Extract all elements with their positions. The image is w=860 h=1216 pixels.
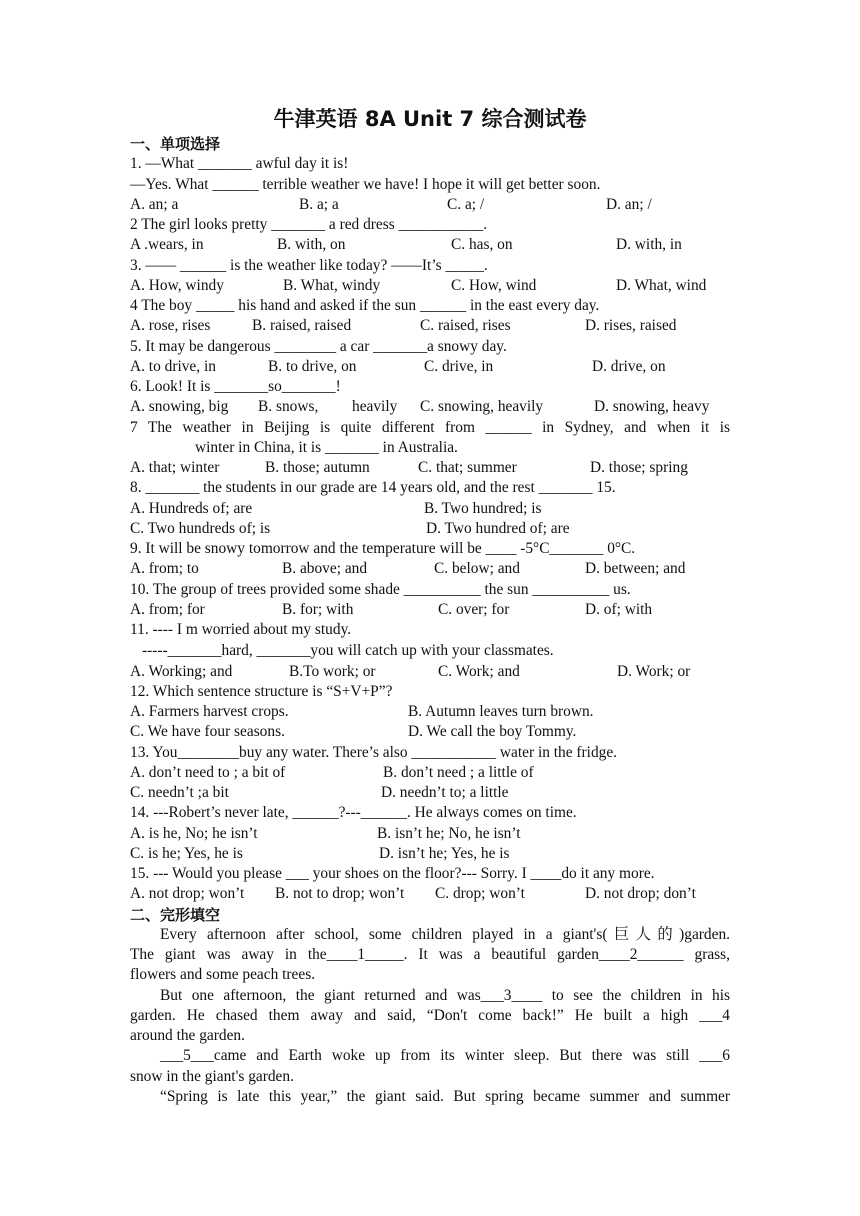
question-6-options (130, 397, 730, 417)
option-a: A. snowing, big (130, 398, 229, 416)
option-c: C. drop; won’t (435, 885, 525, 903)
option-d: D. not drop; don’t (585, 885, 696, 903)
option-d: D. We call the boy Tommy. (408, 723, 577, 741)
option-d: D. rises, raised (585, 317, 677, 335)
cloze-line-7: ___5___came and Earth woke up from its winter sleep. But there was still ___6 (160, 1047, 730, 1065)
option-b: B. those; autumn (265, 459, 370, 476)
question-7-line-1: 7 The weather in Beijing is quite different from ______ in Sydney, and when it is (130, 418, 730, 436)
question-7-options (130, 458, 730, 478)
cloze-line-2: The giant was away in the____1_____. It was a beautiful garden____2______ grass, (130, 946, 730, 963)
option-b: B. Two hundred; is (424, 499, 542, 517)
question-11-line-2: -----_______hard, _______you will catch up with your classmates. (142, 642, 554, 660)
question-12-stem: 12. Which sentence structure is “S+V+P”? (130, 682, 393, 700)
question-3-stem: 3. —— ______ is the weather like today? ——It’s _____. (130, 256, 488, 274)
question-9-stem: 9. It will be snowy tomorrow and the temperature will be ____ -5°C_______ 0°C. (130, 540, 636, 557)
option-a: A. is he, No; he isn’t (130, 824, 258, 842)
option-d: D. needn’t to; a little (381, 784, 509, 801)
question-13-options-ab (130, 763, 730, 783)
option-d: D. between; and (585, 560, 686, 578)
cloze-line-4: But one afternoon, the giant returned and was___3____ to see the children in his (160, 986, 730, 1004)
option-a: A .wears, in (130, 236, 204, 254)
question-4-options (130, 316, 730, 336)
question-10-stem: 10. The group of trees provided some shade __________ the sun __________ us. (130, 580, 631, 598)
question-9-options (130, 559, 730, 579)
option-d: D. isn’t he; Yes, he is (379, 844, 510, 862)
cloze-line-3: flowers and some peach trees. (130, 966, 316, 984)
option-b: B. a; a (299, 195, 339, 213)
section-heading-multiple-choice: 一、单项选择 (130, 135, 221, 153)
option-a: A. Hundreds of; are (130, 499, 253, 517)
option-b: B. to drive, on (268, 357, 357, 375)
option-a: A. an; a (130, 195, 179, 213)
option-d: D. an; / (606, 195, 652, 213)
cloze-line-1: Every afternoon after school, some children played in a giant's(巨人的)garden. (160, 925, 730, 943)
option-a: A. from; for (130, 600, 205, 618)
question-3-options (130, 276, 730, 296)
option-d: D. drive, on (592, 357, 666, 375)
option-c: C. a; / (447, 195, 485, 213)
option-c: C. raised, rises (420, 317, 511, 335)
cloze-line-5: garden. He chased them away and said, “Don't come back!” He built a high ___4 (130, 1006, 730, 1024)
question-10-options (130, 600, 730, 620)
section-heading-cloze: 二、完形填空 (130, 905, 221, 924)
question-11-line-1: 11. ---- I m worried about my study. (130, 621, 352, 638)
option-b-continued: heavily (352, 398, 398, 416)
option-a: A. rose, rises (130, 317, 211, 335)
question-2-stem: 2 The girl looks pretty _______ a red dress ___________. (130, 216, 488, 233)
option-d: D. snowing, heavy (594, 398, 710, 416)
option-b: B. don’t need ; a little of (383, 763, 534, 781)
option-a: A. to drive, in (130, 357, 216, 375)
option-d: D. those; spring (590, 459, 688, 476)
option-d: D. Work; or (617, 662, 691, 680)
option-b: B. with, on (277, 236, 346, 254)
page-title: 牛津英语 8A Unit 7 综合测试卷 (273, 107, 587, 131)
option-a: A. that; winter (130, 459, 220, 476)
exam-content (130, 134, 730, 1106)
option-c: C. Two hundreds of; is (130, 519, 271, 537)
question-8-options-ab (130, 499, 730, 519)
option-b: B. raised, raised (252, 317, 352, 335)
option-c: C. has, on (451, 236, 513, 254)
cloze-line-8: snow in the giant's garden. (130, 1067, 294, 1085)
question-14-stem: 14. ---Robert’s never late, ______?---______. He always comes on time. (130, 804, 577, 822)
option-c: C. is he; Yes, he is (130, 844, 243, 862)
option-d: D. of; with (585, 600, 653, 618)
option-b: B. for; with (282, 600, 354, 618)
option-b: B. isn’t he; No, he isn’t (377, 824, 521, 842)
option-b: B. What, windy (283, 276, 381, 294)
question-15-options (130, 884, 730, 904)
option-c: C. drive, in (424, 357, 494, 375)
question-1-line-1: 1. —What _______ awful day it is! (130, 155, 349, 173)
option-b: B. snows, (258, 398, 319, 416)
option-c: C. Work; and (438, 662, 520, 680)
cloze-line-9: “Spring is late this year,” the giant said. But spring became summer and summer (160, 1087, 730, 1105)
question-15-stem: 15. --- Would you please ___ your shoes on the floor?--- Sorry. I ____do it any more. (130, 865, 655, 882)
question-14-options-cd (130, 844, 730, 864)
question-5-stem: 5. It may be dangerous ________ a car _______a snowy day. (130, 337, 507, 355)
option-b: B. Autumn leaves turn brown. (408, 703, 594, 720)
option-d: D. Two hundred of; are (426, 519, 570, 537)
question-8-options-cd (130, 519, 730, 539)
question-7-line-2: winter in China, it is _______ in Australia. (195, 438, 458, 456)
question-11-options (130, 662, 730, 682)
question-2-options (130, 235, 730, 255)
question-1-options (130, 195, 730, 215)
question-12-options-ab (130, 702, 730, 722)
question-8-stem: 8. _______ the students in our grade are 14 years old, and the rest _______ 15. (130, 479, 616, 497)
option-a: A. How, windy (130, 276, 224, 294)
question-6-stem: 6. Look! It is _______so_______! (130, 378, 341, 395)
option-a: A. don’t need to ; a bit of (130, 763, 286, 781)
question-5-options (130, 357, 730, 377)
option-a: A. Farmers harvest crops. (130, 703, 289, 720)
option-b: B.To work; or (289, 662, 376, 680)
option-c: C. that; summer (418, 459, 517, 476)
option-d: D. with, in (616, 236, 682, 254)
option-b: B. not to drop; won’t (275, 885, 405, 903)
option-c: C. How, wind (451, 276, 537, 294)
option-a: A. not drop; won’t (130, 885, 245, 903)
option-c: C. We have four seasons. (130, 723, 285, 741)
option-c: C. needn’t ;a bit (130, 784, 229, 801)
option-b: B. above; and (282, 560, 368, 578)
option-c: C. over; for (438, 600, 510, 618)
cloze-line-6: around the garden. (130, 1027, 245, 1044)
question-1-line-2: —Yes. What ______ terrible weather we have! I hope it will get better soon. (130, 175, 601, 193)
option-c: C. below; and (434, 560, 520, 578)
question-12-options-cd (130, 722, 730, 742)
question-14-options-ab (130, 824, 730, 844)
question-13-stem: 13. You________buy any water. There’s also ___________ water in the fridge. (130, 743, 618, 761)
option-a: A. from; to (130, 560, 199, 578)
option-a: A. Working; and (130, 662, 233, 680)
option-c: C. snowing, heavily (420, 398, 544, 416)
question-13-options-cd (130, 783, 730, 803)
option-d: D. What, wind (616, 276, 707, 294)
question-4-stem: 4 The boy _____ his hand and asked if the sun ______ in the east every day. (130, 297, 600, 314)
